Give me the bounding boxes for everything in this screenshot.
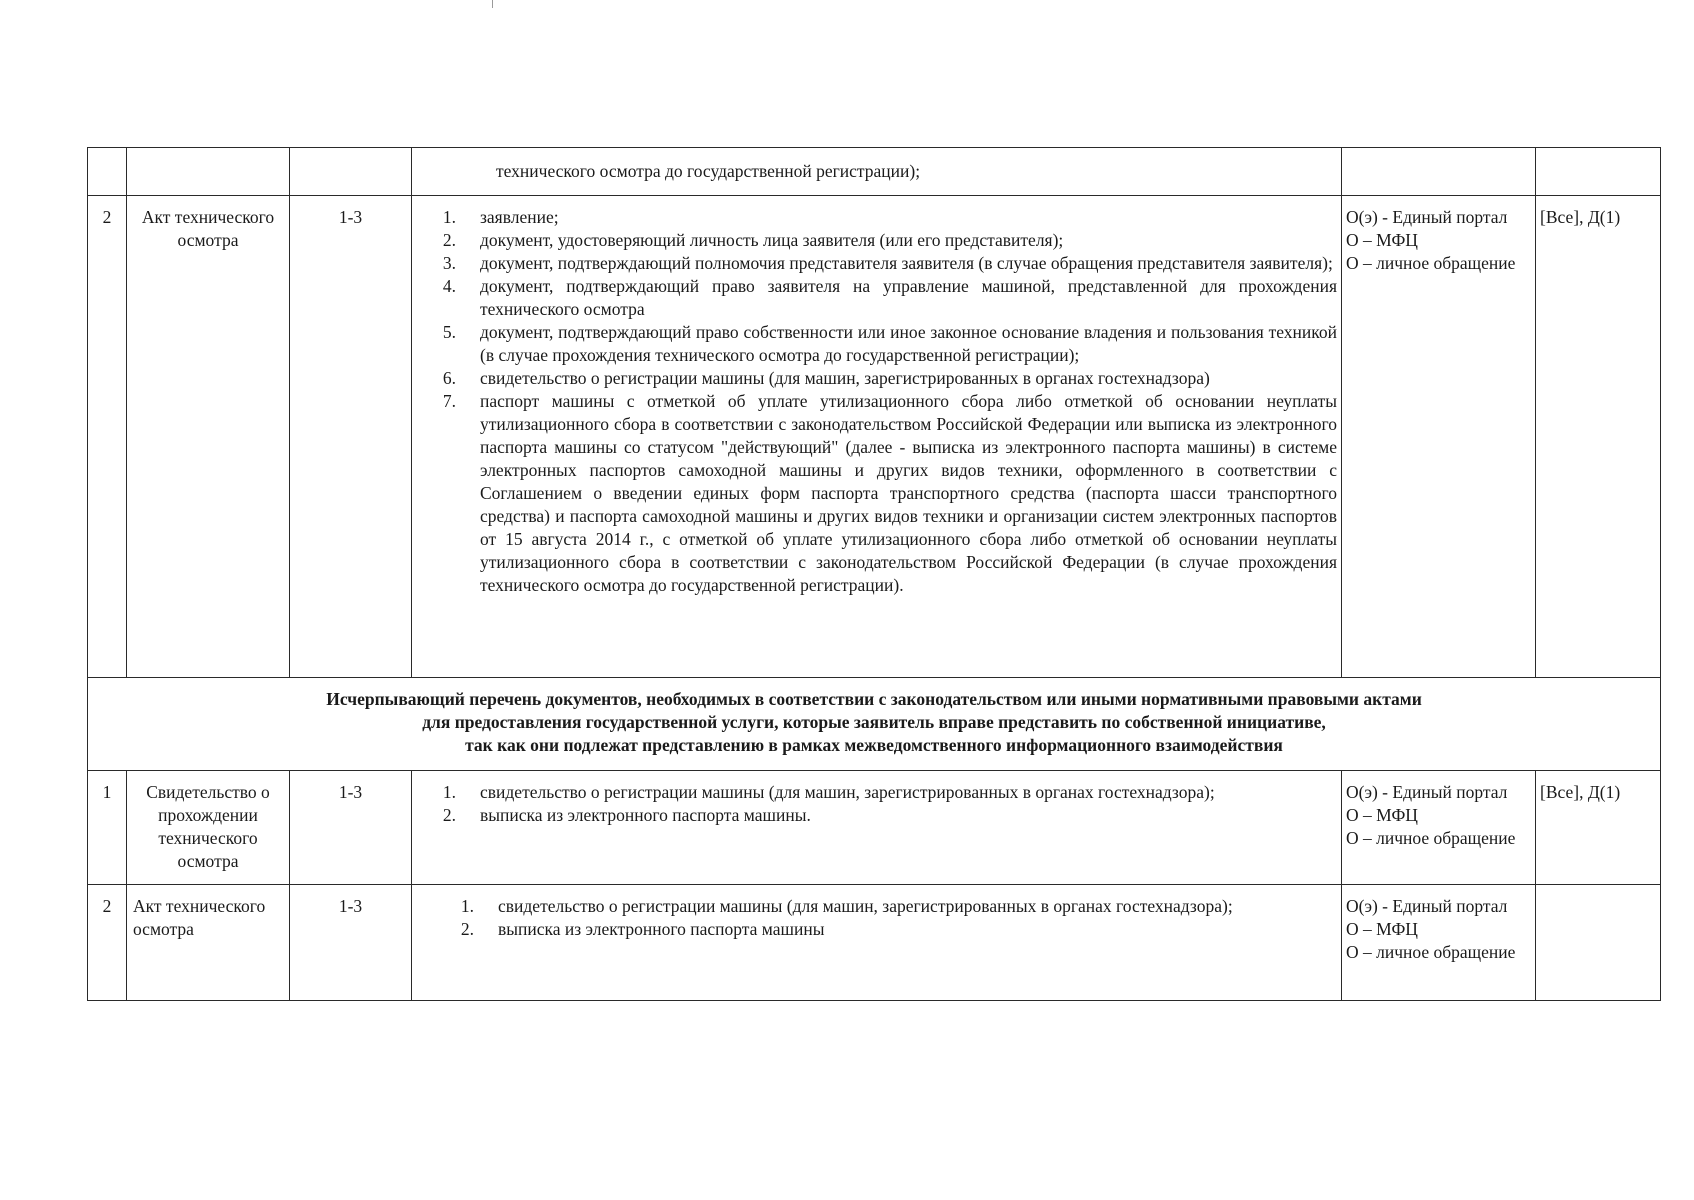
table-row-continuation	[88, 148, 1661, 196]
method-personal: О – личное обращение	[1346, 828, 1516, 848]
continuation-text: технического осмотра до государственной регистрации);	[496, 161, 921, 181]
document-name: Акт технического осмотра	[127, 885, 290, 1001]
submission-methods	[1342, 771, 1536, 885]
table-row-certificate	[88, 771, 1661, 885]
cell-result	[1536, 148, 1661, 196]
table-row-act-of-inspection	[88, 196, 1661, 678]
document-name: Акт технического осмотра	[127, 196, 290, 678]
table-row-section-heading	[88, 678, 1661, 771]
document-name: Свидетельство о прохождении технического осмотра	[127, 771, 290, 885]
documents-list	[416, 206, 1337, 597]
result-code: [Все], Д(1)	[1536, 196, 1661, 678]
row-number: 1	[88, 771, 127, 885]
list-item: 7. паспорт машины с отметкой об уплате утилизационного сбора либо отметкой об основании неуплаты утилизационного сбора в соответствии с законодательством Российской Федерации или выписка из электронного паспорта машины со статусом "действующий" (далее - выписка из электронного паспорта машины) в системе электронных паспортов самоходной машины и других видов техники, оформленного в соответствии с Соглашением о введении единых форм паспорта транспортного средства (паспорта шасси транспортного средства) и паспорта самоходной машины и других видов техники и организации систем электронных паспортов от 15 августа 2014 г., с отметкой об уплате утилизационного сбора либо отметкой об основании неуплаты утилизационного сбора в соответствии с законодательством Российской Федерации (в случае прохождения технического осмотра до государственной регистрации).	[442, 391, 1337, 595]
cell-method	[1342, 148, 1536, 196]
row-number: 2	[88, 885, 127, 1001]
submission-methods	[1342, 196, 1536, 678]
list-item: 3. документ, подтверждающий полномочия представителя заявителя (в случае обращения представителя заявителя);	[442, 253, 1333, 273]
required-documents	[412, 885, 1342, 1001]
list-item: 2. выписка из электронного паспорта машины.	[442, 805, 811, 825]
method-mfc: О – МФЦ	[1346, 230, 1418, 250]
required-documents	[412, 196, 1342, 678]
row-number: 2	[88, 196, 127, 678]
documents-table	[87, 147, 1661, 1001]
list-item: 1. свидетельство о регистрации машины (для машин, зарегистрированных в органах гостехнадзора);	[460, 896, 1233, 916]
cell-term	[290, 148, 412, 196]
submission-methods	[1342, 885, 1536, 1001]
heading-line-1: Исчерпывающий перечень документов, необходимых в соответствии с законодательством или иными нормативными правовыми актами	[326, 689, 1422, 709]
section-heading	[88, 678, 1661, 771]
list-item: 2. выписка из электронного паспорта машины	[460, 919, 825, 939]
table-row-act-of-inspection-2	[88, 885, 1661, 1001]
method-mfc: О – МФЦ	[1346, 919, 1418, 939]
result-code	[1536, 885, 1661, 1001]
cell-num	[88, 148, 127, 196]
documents-list	[416, 781, 1337, 827]
list-item: 1. свидетельство о регистрации машины (для машин, зарегистрированных в органах гостехнадзора);	[442, 782, 1215, 802]
list-item: 4. документ, подтверждающий право заявителя на управление машиной, представленной для прохождения технического осмотра	[442, 276, 1337, 319]
term: 1-3	[290, 771, 412, 885]
method-portal: О(э) - Единый портал	[1346, 896, 1508, 916]
list-item: 1. заявление;	[442, 207, 559, 227]
method-personal: О – личное обращение	[1346, 942, 1516, 962]
method-personal: О – личное обращение	[1346, 253, 1516, 273]
heading-line-3: так как они подлежат представлению в рамках межведомственного информационного взаимодействия	[465, 735, 1283, 755]
list-item: 2. документ, удостоверяющий личность лица заявителя (или его представителя);	[442, 230, 1064, 250]
method-mfc: О – МФЦ	[1346, 805, 1418, 825]
method-portal: О(э) - Единый портал	[1346, 207, 1508, 227]
cell-name	[127, 148, 290, 196]
method-portal: О(э) - Единый портал	[1346, 782, 1508, 802]
list-item: 6. свидетельство о регистрации машины (для машин, зарегистрированных в органах гостехнадзора)	[442, 368, 1210, 388]
term: 1-3	[290, 885, 412, 1001]
heading-line-2: для предоставления государственной услуги, которые заявитель вправе представить по собственной инициативе,	[422, 712, 1326, 732]
result-code: [Все], Д(1)	[1536, 771, 1661, 885]
list-item: 5. документ, подтверждающий право собственности или иное законное основание владения и пользования техникой (в случае прохождения технического осмотра до государственной регистрации);	[442, 322, 1337, 365]
documents-list	[416, 895, 1337, 941]
term: 1-3	[290, 196, 412, 678]
required-documents	[412, 771, 1342, 885]
cell-documents	[412, 148, 1342, 196]
scan-mark	[492, 0, 493, 8]
